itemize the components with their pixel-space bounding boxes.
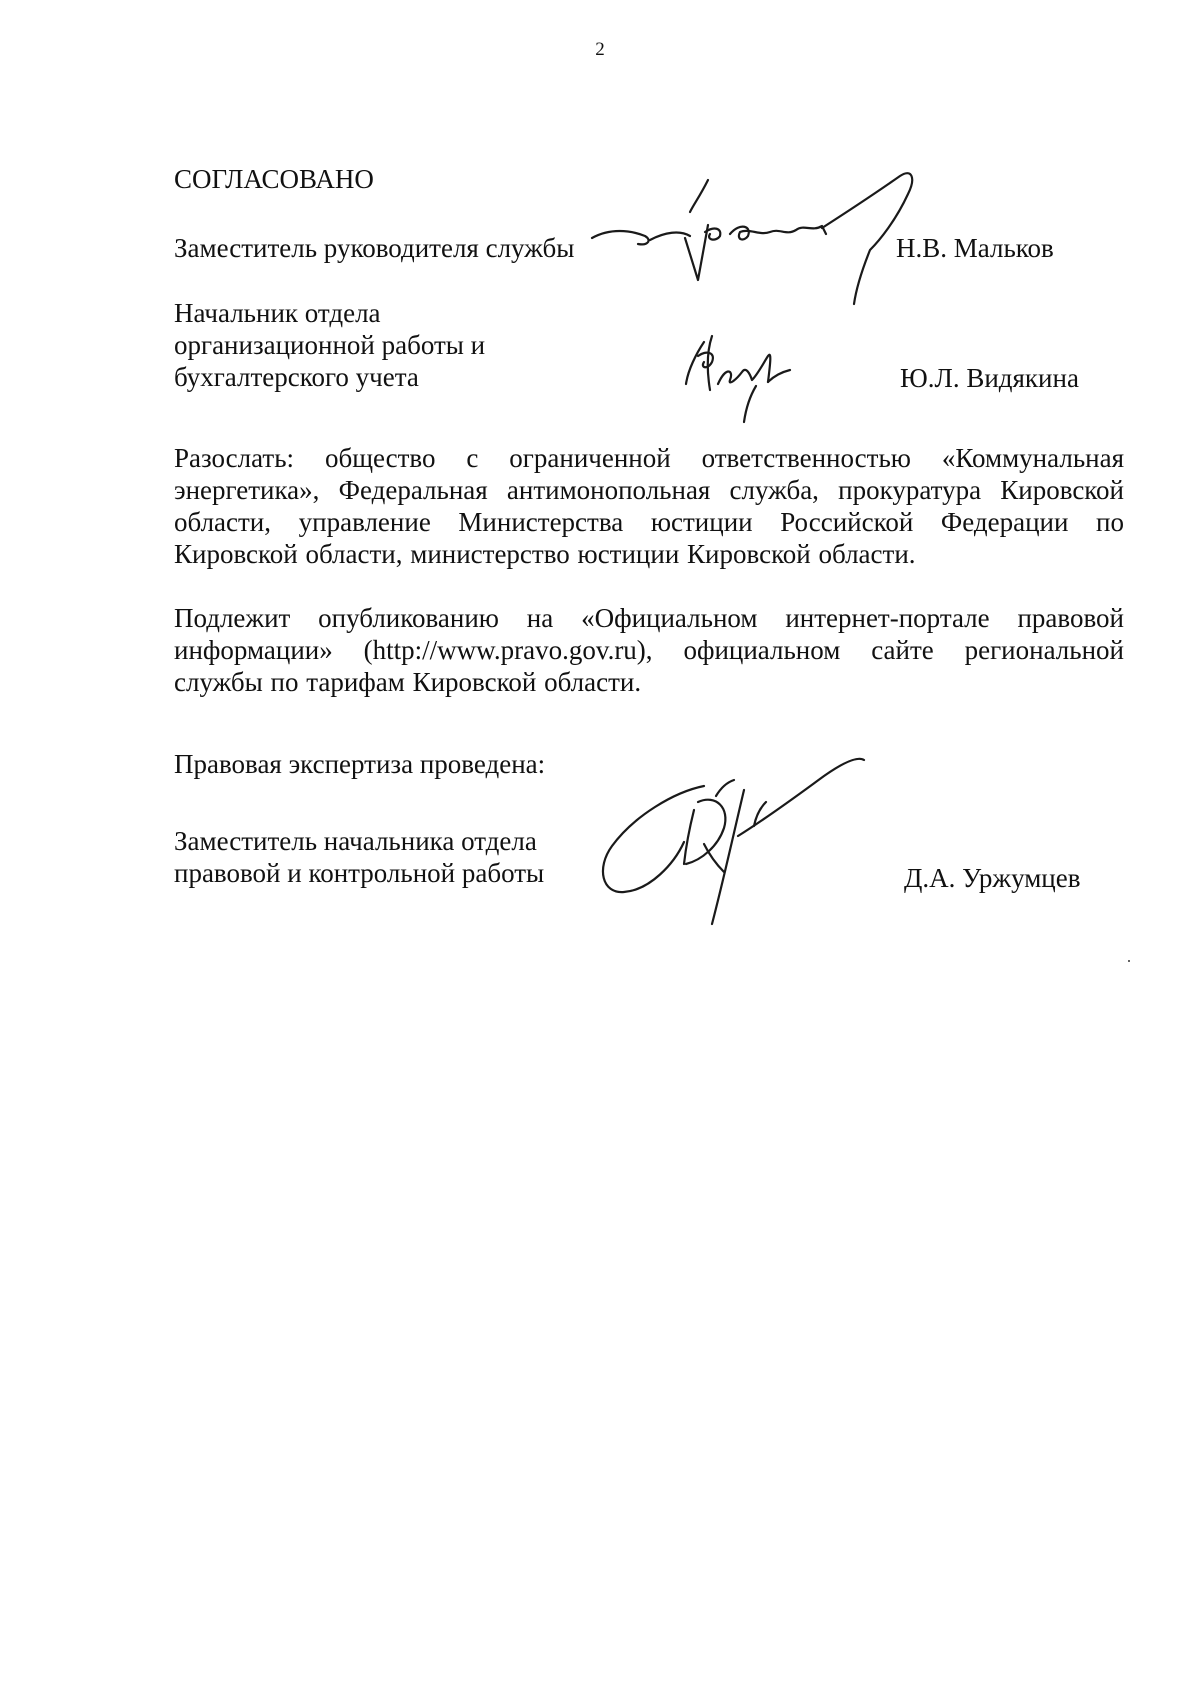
- signatory-2-position-line: организационной работы и: [174, 330, 486, 360]
- legal-review-name: Д.А. Уржумцев: [904, 863, 1081, 893]
- signature-3: [594, 746, 904, 946]
- legal-review-position-line: правовой и контрольной работы: [174, 858, 545, 888]
- page-number: 2: [595, 39, 605, 60]
- signatory-2-position-line: бухгалтерского учета: [174, 362, 419, 392]
- legal-review-heading: Правовая экспертиза проведена:: [174, 749, 546, 779]
- approval-heading: СОГЛАСОВАНО: [174, 164, 374, 194]
- signatory-2-position-line: Начальник отдела: [174, 298, 381, 328]
- signatory-1-name: Н.В. Мальков: [896, 233, 1054, 263]
- signatory-1-position: Заместитель руководителя службы: [174, 233, 575, 263]
- signature-2: [678, 326, 798, 426]
- publication-paragraph: Подлежит опубликованию на «Официальном интернет-портале правовой информации» (http://www.pravo.gov.ru), официальном сайте региональной службы по тарифам Кировской области.: [174, 603, 1124, 697]
- distribution-paragraph: Разослать: общество с ограниченной ответственностью «Коммунальная энергетика», Федеральная антимонопольная служба, прокуратура Кировской области, управление Министерства юстиции Российской Федерации по Кировской области, министерство юстиции Кировской области.: [174, 443, 1124, 569]
- signatory-2-position: [174, 297, 485, 393]
- legal-review-position-line: Заместитель начальника отдела: [174, 826, 537, 856]
- signatory-2-name: Ю.Л. Видякина: [900, 363, 1079, 393]
- legal-review-position: [174, 825, 544, 889]
- scan-artifact: [1128, 960, 1130, 962]
